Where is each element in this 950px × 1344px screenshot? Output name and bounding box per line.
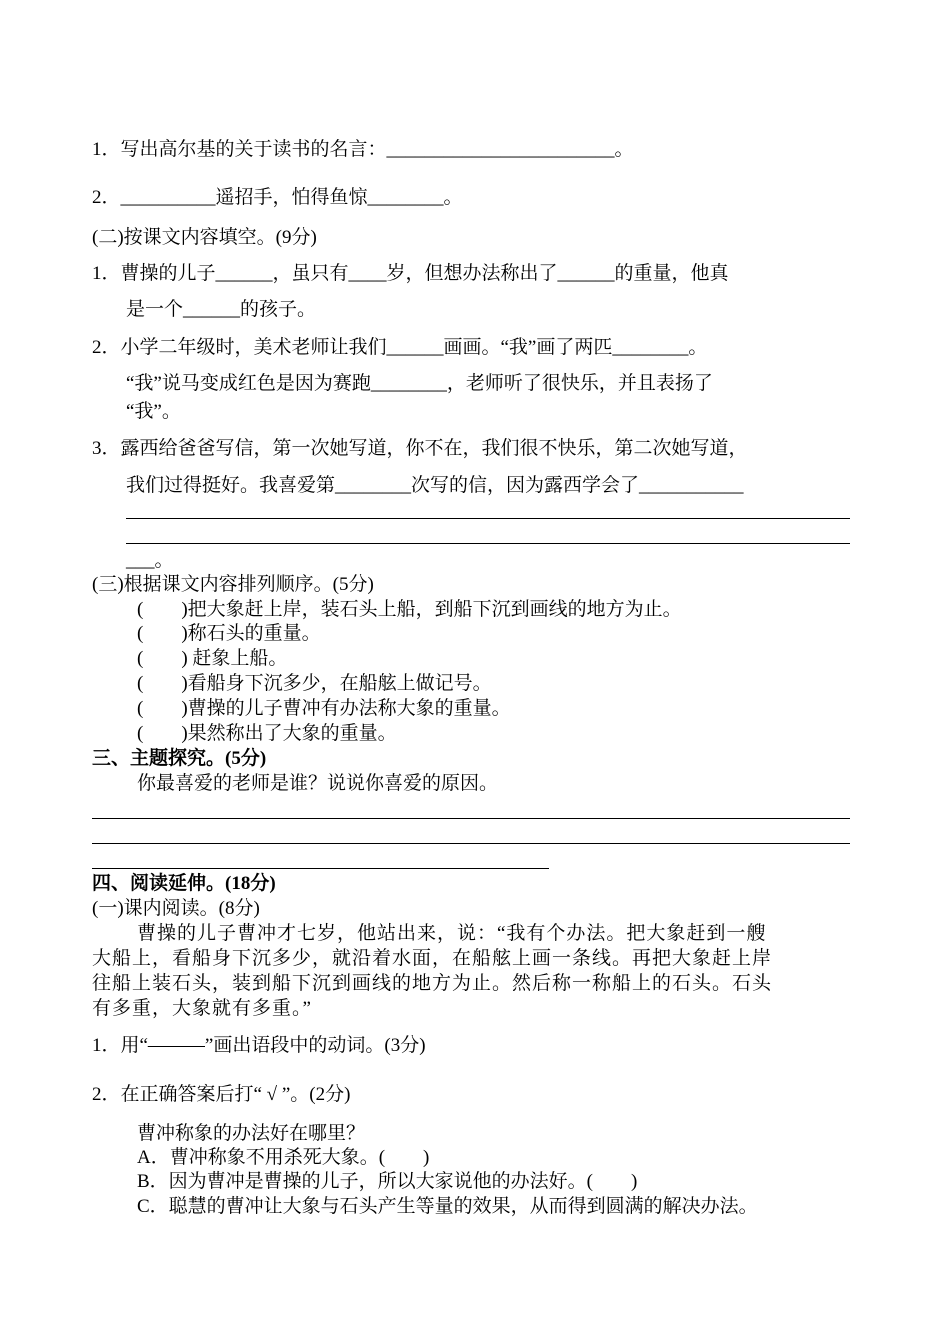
- section-2-q1-line1: 1．曹操的儿子______，虽只有____岁，但想办法称出了______的重量，他真: [92, 263, 729, 284]
- reading-q2: 2．在正确答案后打“ √ ”。(2分): [92, 1084, 351, 1105]
- section-2-q1-line2: 是一个______的孩子。: [126, 299, 317, 320]
- order-item: ( )曹操的儿子曹冲有办法称大象的重量。: [137, 698, 511, 719]
- question-2-poem: 2．__________遥招手，怕得鱼惊________。: [92, 187, 463, 208]
- answer-line: [126, 518, 850, 519]
- order-item: ( )果然称出了大象的重量。: [137, 723, 397, 744]
- answer-line: [92, 868, 549, 869]
- question-1-quote: 1．写出高尔基的关于读书的名言：________________________。: [92, 139, 634, 160]
- answer-line: [92, 818, 850, 819]
- section-3-heading: (三)根据课文内容排列顺序。(5分): [92, 574, 374, 595]
- section-2-q3-line2: 我们过得挺好。我喜爱第________次写的信，因为露西学会了___________: [126, 475, 744, 496]
- section-2-q2-line2: “我”说马变成红色是因为赛跑________，老师听了很快乐，并且表扬了: [126, 373, 713, 394]
- answer-line: [92, 843, 850, 844]
- passage-line: 有多重，大象就有多重。”: [92, 998, 312, 1019]
- option-b: B．因为曹冲是曹操的儿子，所以大家说他的办法好。( ): [137, 1171, 638, 1192]
- reading-sub-heading: (一)课内阅读。(8分): [92, 898, 260, 919]
- passage-line: 往船上装石头，装到船下沉到画线的地方为止。然后称一称船上的石头。石头: [92, 973, 773, 994]
- passage-line: 大船上，看船身下沉多少，就沿着水面，在船舷上画一条线。再把大象赶上岸: [92, 948, 773, 969]
- theme-heading: 三、主题探究。(5分): [92, 748, 267, 769]
- section-2-q3-end: ___。: [126, 550, 174, 571]
- reading-heading: 四、阅读延伸。(18分): [92, 873, 276, 894]
- order-item: ( ) 赶象上船。: [137, 648, 288, 669]
- reading-q2-question: 曹冲称象的办法好在哪里？: [137, 1123, 366, 1144]
- section-2-heading: (二)按课文内容填空。(9分): [92, 227, 317, 248]
- order-item: ( )看船身下沉多少，在船舷上做记号。: [137, 673, 492, 694]
- theme-prompt: 你最喜爱的老师是谁？说说你喜爱的原因。: [137, 773, 499, 794]
- section-2-q3-line1: 3．露西给爸爸写信，第一次她写道，你不在，我们很不快乐，第二次她写道，: [92, 438, 748, 459]
- reading-q1: 1．用“———”画出语段中的动词。(3分): [92, 1035, 426, 1056]
- order-item: ( )称石头的重量。: [137, 623, 321, 644]
- section-2-q2-line3: “我”。: [126, 401, 181, 422]
- section-2-q2-line1: 2．小学二年级时，美术老师让我们______画画。“我”画了两匹________。: [92, 337, 708, 358]
- order-item: ( )把大象赶上岸，装石头上船，到船下沉到画线的地方为止。: [137, 599, 682, 620]
- answer-line: [126, 543, 850, 544]
- passage-line: 曹操的儿子曹冲才七岁，他站出来，说：“我有个办法。把大象赶到一艘: [137, 923, 767, 944]
- option-c: C．聪慧的曹冲让大象与石头产生等量的效果，从而得到圆满的解决办法。: [137, 1196, 758, 1217]
- option-a: A．曹冲称象不用杀死大象。( ): [137, 1147, 430, 1168]
